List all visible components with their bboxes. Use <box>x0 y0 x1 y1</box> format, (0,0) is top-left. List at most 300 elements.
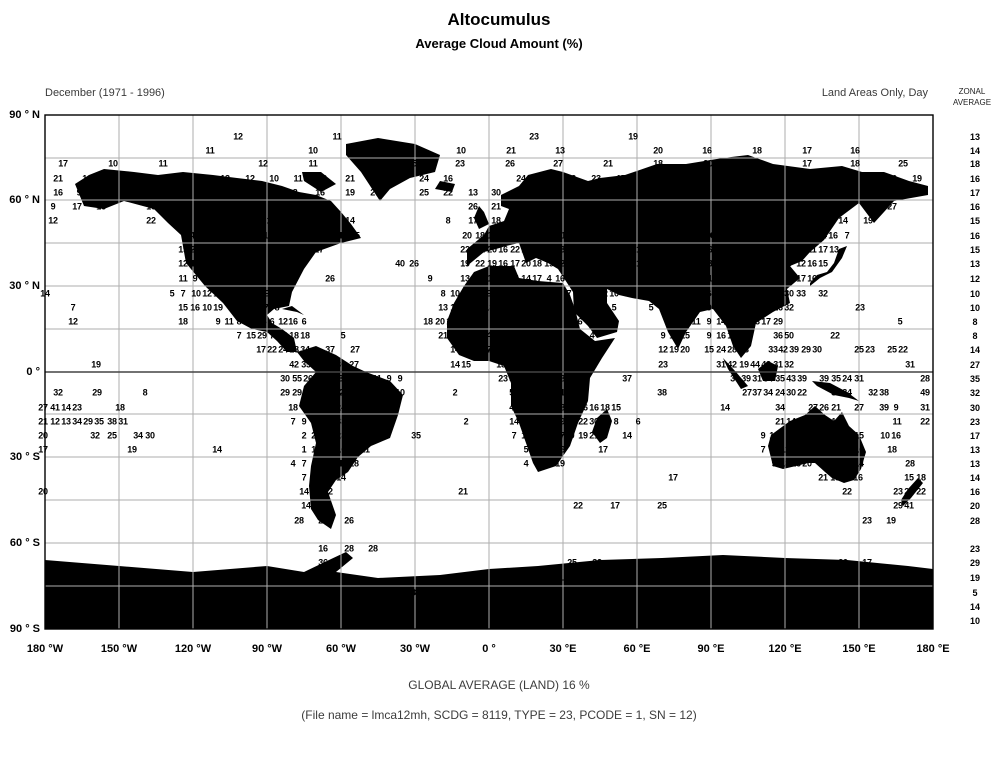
cell-value: 6 <box>640 230 646 241</box>
cell-value: 21 <box>818 472 828 483</box>
cell-value: 7 <box>693 302 699 313</box>
cell-value: 18 <box>589 244 599 255</box>
cell-value: 13 <box>671 230 681 241</box>
cell-value: 7 <box>290 416 296 427</box>
cell-value: 13 <box>238 302 248 313</box>
cell-value: 10 <box>636 244 646 255</box>
cell-value: 22 <box>578 416 588 427</box>
cell-value: 9 <box>833 430 839 441</box>
cell-value: 16 <box>602 230 612 241</box>
cell-value: 7 <box>613 273 619 284</box>
cell-value: 20 <box>680 344 690 355</box>
cell-value: 31 <box>118 416 128 427</box>
cell-value: 17 <box>739 316 749 327</box>
cell-value: 19 <box>455 572 465 583</box>
cell-value: 48 <box>521 387 531 398</box>
cell-value: 25 <box>146 187 156 198</box>
cell-value: 13 <box>220 173 230 184</box>
cell-value: 6 <box>577 316 583 327</box>
cell-value: 21 <box>458 486 468 497</box>
cell-value: 9 <box>844 444 850 455</box>
cell-value: 22 <box>510 244 520 255</box>
cell-value: 7 <box>566 302 572 313</box>
cell-value: 11 <box>496 302 506 313</box>
cell-value: 16 <box>740 201 750 212</box>
y-tick-label: 0 ° <box>26 366 40 378</box>
cell-value: 34 <box>775 402 785 413</box>
cell-value: 12 <box>842 458 852 469</box>
cell-value: 20 <box>887 173 897 184</box>
cell-value: 18 <box>850 158 860 169</box>
cell-value: 27 <box>370 187 380 198</box>
cell-value: 11 <box>892 416 902 427</box>
cell-value: 27 <box>555 430 565 441</box>
cell-value: 17 <box>322 416 332 427</box>
cell-value: 50 <box>784 330 794 341</box>
cell-value: 31 <box>170 215 180 226</box>
cell-value: 8 <box>816 215 822 226</box>
zonal-value: 29 <box>969 558 981 568</box>
cell-value: 30 <box>589 416 599 427</box>
cell-value: 17 <box>349 444 359 455</box>
cell-value: 30 <box>145 430 155 441</box>
cell-value: 22 <box>904 486 914 497</box>
cell-value: 41 <box>541 359 551 370</box>
cell-value: 6 <box>623 288 629 299</box>
cell-value: 21 <box>775 416 785 427</box>
cell-value: 12 <box>178 258 188 269</box>
cell-value: 29 <box>567 244 577 255</box>
cell-value: 14 <box>716 316 726 327</box>
cell-value: 9 <box>463 330 469 341</box>
cell-value: 21 <box>475 244 485 255</box>
cell-value: 14 <box>301 500 311 511</box>
cell-value: 11 <box>266 215 276 226</box>
cell-value: 16 <box>96 201 106 212</box>
cell-value: 5 <box>762 244 768 255</box>
zonal-value: 16 <box>969 202 981 212</box>
cell-value: 24 <box>521 230 531 241</box>
cell-value: 9 <box>301 402 307 413</box>
cell-value: 14 <box>765 201 775 212</box>
cell-value: 14 <box>311 486 321 497</box>
cell-value: 2 <box>463 416 469 427</box>
cell-value: 7 <box>301 472 307 483</box>
cell-value: 12 <box>659 230 669 241</box>
cell-value: 8 <box>613 416 619 427</box>
cell-value: 12 <box>642 215 652 226</box>
cell-value: 24 <box>516 173 526 184</box>
cell-value: 16 <box>854 444 864 455</box>
cell-value: 14 <box>727 316 737 327</box>
cell-value: 19 <box>628 131 638 142</box>
cell-value: 12 <box>769 430 779 441</box>
cell-value: 14 <box>256 258 266 269</box>
x-tick-label: 30 °W <box>399 643 431 655</box>
cell-value: 11 <box>243 187 253 198</box>
cell-value: 26 <box>202 244 212 255</box>
cell-value: 8 <box>532 288 538 299</box>
cell-value: 5 <box>169 288 175 299</box>
cell-value: 18 <box>622 258 632 269</box>
cell-value: 9 <box>236 258 242 269</box>
cell-value: 24 <box>185 230 195 241</box>
cell-value: 33 <box>351 387 361 398</box>
cell-value: 7 <box>269 330 275 341</box>
cell-value: 22 <box>544 244 554 255</box>
cell-value: 9 <box>474 288 480 299</box>
cell-value: 2 <box>589 344 595 355</box>
cell-value: 14 <box>243 230 253 241</box>
cell-value: 18 <box>349 458 359 469</box>
cell-value: 9 <box>50 201 56 212</box>
cell-value: 41 <box>50 402 60 413</box>
cell-value: 7 <box>718 244 724 255</box>
y-tick-label: 30 ° S <box>9 451 40 463</box>
cell-value: 3 <box>695 273 701 284</box>
zonal-value: 10 <box>969 289 981 299</box>
cell-value: 32 <box>868 387 878 398</box>
cell-value: 16 <box>555 444 565 455</box>
cell-value: 20 <box>360 373 370 384</box>
cell-value: 48 <box>509 402 519 413</box>
cell-value: 10 <box>253 230 263 241</box>
cell-value: 29 <box>92 387 102 398</box>
cell-value: 31 <box>920 402 930 413</box>
cell-value: 9 <box>301 416 307 427</box>
cell-value: 13 <box>667 187 677 198</box>
cell-value: 18 <box>218 215 228 226</box>
zonal-header-line1: ZONAL <box>958 87 986 96</box>
cell-value: 32 <box>818 288 828 299</box>
cell-value: 26 <box>819 402 829 413</box>
cell-value: 36 <box>318 557 328 568</box>
cell-value: 12 <box>317 173 327 184</box>
cell-value: 17 <box>38 444 48 455</box>
cell-value: 10 <box>789 173 799 184</box>
zonal-value: 23 <box>969 544 981 554</box>
cell-value: 14 <box>566 201 576 212</box>
cell-value: 4 <box>786 244 792 255</box>
cell-value: 27 <box>360 416 370 427</box>
cell-value: 11 <box>496 288 506 299</box>
cell-value: 22 <box>920 416 930 427</box>
cell-value: 21 <box>808 416 818 427</box>
cell-value: 5 <box>523 444 529 455</box>
x-tick-label: 90 °E <box>697 643 725 655</box>
cell-value: 2 <box>509 330 515 341</box>
cell-value: 15 <box>680 330 690 341</box>
cell-value: 16 <box>336 444 346 455</box>
cell-value: 18 <box>288 402 298 413</box>
cell-value: 24 <box>419 173 429 184</box>
cell-value: 19 <box>802 444 812 455</box>
cell-value: 8 <box>292 187 298 198</box>
cell-value: 20 <box>170 173 180 184</box>
cell-value: 8 <box>684 244 690 255</box>
cell-value: 14 <box>224 244 234 255</box>
cell-value: 41 <box>555 387 565 398</box>
cell-value: 34 <box>300 344 310 355</box>
cell-value: 20 <box>38 430 48 441</box>
cell-value: 9 <box>264 288 270 299</box>
cell-value: 49 <box>920 387 930 398</box>
cell-value: 15 <box>854 430 864 441</box>
cell-value: 17 <box>598 444 608 455</box>
cell-value: 15 <box>267 258 277 269</box>
cell-value: 22 <box>190 244 200 255</box>
cell-value: 16 <box>498 244 508 255</box>
cell-value: 20 <box>516 187 526 198</box>
cell-value: 7 <box>532 344 538 355</box>
cell-value: 12 <box>498 273 508 284</box>
cell-value: 10 <box>814 173 824 184</box>
cell-value: 12 <box>258 158 268 169</box>
cell-value: 23 <box>72 402 82 413</box>
x-tick-label: 30 °E <box>549 643 577 655</box>
cell-value: 7 <box>682 302 688 313</box>
cell-value: 7 <box>263 302 269 313</box>
cell-value: 12 <box>658 344 668 355</box>
cell-value: 16 <box>667 173 677 184</box>
cell-value: 35 <box>315 387 325 398</box>
cell-value: 16 <box>659 258 669 269</box>
cell-value: 7 <box>684 258 690 269</box>
cell-value: 17 <box>796 273 806 284</box>
cell-value: 21 <box>567 258 577 269</box>
x-tick-label: 120 °W <box>174 643 212 655</box>
cell-value: 21 <box>360 444 370 455</box>
cell-value: 22 <box>555 258 565 269</box>
zonal-header-line2: AVERAGE <box>952 98 992 107</box>
cell-value: 17 <box>610 500 620 511</box>
cell-value: 20 <box>802 458 812 469</box>
cell-value: 14 <box>450 344 460 355</box>
zonal-value: 30 <box>969 403 981 413</box>
cell-value: 32 <box>592 557 602 568</box>
cell-value: 18 <box>831 416 841 427</box>
cell-value: 14 <box>616 187 626 198</box>
cell-value: 7 <box>648 288 654 299</box>
cell-value: 23 <box>455 158 465 169</box>
cell-value: 32 <box>784 302 794 313</box>
cell-value: 29 <box>773 316 783 327</box>
cell-value: 37 <box>752 387 762 398</box>
cell-value: 12 <box>311 472 321 483</box>
cell-value: 12 <box>716 173 726 184</box>
cell-value: 20 <box>622 244 632 255</box>
zonal-value: 13 <box>969 445 981 455</box>
cell-value: 15 <box>213 258 223 269</box>
zonal-value: 20 <box>969 501 981 511</box>
cell-value: 12 <box>291 201 301 212</box>
cell-value: 20 <box>578 258 588 269</box>
cell-value: 22 <box>916 486 926 497</box>
cell-value: 21 <box>556 230 566 241</box>
cell-value: 13 <box>468 187 478 198</box>
cell-value: 10 <box>213 273 223 284</box>
cell-value: 1 <box>554 316 560 327</box>
cell-value: 10 <box>598 302 608 313</box>
cell-value: 33 <box>336 416 346 427</box>
cell-value: 15 <box>831 458 841 469</box>
cell-value: 18 <box>178 316 188 327</box>
cell-value: 5 <box>498 344 504 355</box>
cell-value: 10 <box>789 187 799 198</box>
cell-value: 26 <box>543 430 553 441</box>
cell-value: 23 <box>855 302 865 313</box>
cell-value: 30 <box>730 373 740 384</box>
cell-value: 28 <box>727 344 737 355</box>
cell-value: 15 <box>682 230 692 241</box>
cell-value: 4 <box>290 458 296 469</box>
zonal-value: 8 <box>972 317 978 327</box>
cell-value: 39 <box>543 416 553 427</box>
cell-value: 16 <box>315 187 325 198</box>
cell-value: 16 <box>521 244 531 255</box>
cell-value: 19 <box>886 515 896 526</box>
cell-value: 12 <box>507 359 517 370</box>
cell-value: 13 <box>648 273 658 284</box>
cell-value: 20 <box>761 288 771 299</box>
cell-value: 19 <box>91 359 101 370</box>
x-tick-label: 150 °W <box>100 643 138 655</box>
cell-value: 22 <box>642 173 652 184</box>
cell-value: 6 <box>671 302 677 313</box>
cell-value: 2 <box>543 288 549 299</box>
cell-value: 16 <box>219 187 229 198</box>
x-tick-label: 120 °E <box>768 643 802 655</box>
cell-value: 25 <box>419 187 429 198</box>
file-info-label: (File name = lmca12mh, SCDG = 8119, TYPE = 23, PCODE = 1, SN = 12) <box>301 708 697 722</box>
cell-value: 30 <box>812 344 822 355</box>
cell-value: 28 <box>344 543 354 554</box>
cell-value: 31 <box>323 402 333 413</box>
cell-value: 18 <box>289 330 299 341</box>
cell-value: 35 <box>411 430 421 441</box>
cell-value: 18 <box>423 316 433 327</box>
y-tick-label: 60 ° S <box>9 537 40 549</box>
cell-value: 9 <box>771 458 777 469</box>
cell-value: 11 <box>290 215 300 226</box>
cell-value: 11 <box>250 302 260 313</box>
cell-value: 14 <box>305 230 315 241</box>
cell-value: 29 <box>280 387 290 398</box>
cell-value: 10 <box>224 273 234 284</box>
cell-value: 11 <box>780 444 790 455</box>
cell-value: 25 <box>715 557 725 568</box>
cell-value: 26 <box>325 273 335 284</box>
cell-value: 12 <box>278 316 288 327</box>
cell-value: 16 <box>828 230 838 241</box>
cell-value: 34 <box>842 387 852 398</box>
cell-value: 2 <box>517 316 523 327</box>
cell-value: 24 <box>246 316 256 327</box>
cell-value: 1 <box>520 330 526 341</box>
cell-value: 24 <box>775 387 785 398</box>
cell-value: 19 <box>487 230 497 241</box>
cell-value: 8 <box>577 359 583 370</box>
cell-value: 34 <box>72 416 82 427</box>
cell-value: 18 <box>642 201 652 212</box>
cell-value: 19 <box>578 430 588 441</box>
cell-value: 15 <box>350 230 360 241</box>
cell-value: 26 <box>578 402 588 413</box>
cell-value: 21 <box>589 430 599 441</box>
cell-value: 11 <box>308 158 318 169</box>
cell-value: 35 <box>552 359 562 370</box>
cell-value: 11 <box>158 158 168 169</box>
zonal-value: 17 <box>969 188 981 198</box>
cell-value: 38 <box>763 557 773 568</box>
cell-value: 22 <box>267 344 277 355</box>
cell-value: 46 <box>521 373 531 384</box>
cell-value: 24 <box>842 373 852 384</box>
cell-value: 25 <box>567 557 577 568</box>
cell-value: 32 <box>90 430 100 441</box>
cell-value: 2 <box>452 387 458 398</box>
cell-value: 26 <box>468 201 478 212</box>
cell-value: 19 <box>669 344 679 355</box>
cell-value: 8 <box>440 288 446 299</box>
cell-value: 6 <box>301 316 307 327</box>
cell-value: 14 <box>336 472 346 483</box>
cell-value: 3 <box>600 316 606 327</box>
cell-value: 10 <box>552 344 562 355</box>
cell-value: 31 <box>338 373 348 384</box>
cell-value: 14 <box>290 244 300 255</box>
cell-value: 9 <box>192 273 198 284</box>
cell-value: 14 <box>854 458 864 469</box>
zonal-value: 15 <box>969 245 981 255</box>
cell-value: 14 <box>213 288 223 299</box>
cell-value: 29 <box>307 572 317 583</box>
cell-value: 16 <box>318 543 328 554</box>
cell-value: 29 <box>83 416 93 427</box>
cell-value: 8 <box>775 258 781 269</box>
cell-value: 10 <box>202 302 212 313</box>
cell-value: 6 <box>695 244 701 255</box>
cell-value: 44 <box>750 359 760 370</box>
cell-value: 9 <box>798 244 804 255</box>
cell-value: 9 <box>260 587 266 598</box>
cell-value: 7 <box>481 615 487 626</box>
cell-value: 20 <box>395 173 405 184</box>
cell-value: 53 <box>532 387 542 398</box>
cell-value: 22 <box>146 215 156 226</box>
cell-value: 5 <box>897 316 903 327</box>
cell-value: 14 <box>521 273 531 284</box>
period-label: December (1971 - 1996) <box>45 87 165 99</box>
cell-value: 29 <box>555 416 565 427</box>
cell-value: 11 <box>205 145 215 156</box>
cell-value: 11 <box>384 387 394 398</box>
cell-value: 4 <box>494 316 500 327</box>
cell-value: 26 <box>170 201 180 212</box>
cell-value: 26 <box>158 572 168 583</box>
cell-value: 19 <box>178 244 188 255</box>
cell-value: 12 <box>311 402 321 413</box>
cell-value: 16 <box>190 302 200 313</box>
cell-value: 40 <box>395 258 405 269</box>
cell-value: 48 <box>555 402 565 413</box>
cell-value: 15 <box>863 173 873 184</box>
cell-value: 9 <box>751 258 757 269</box>
cell-value: 23 <box>221 230 231 241</box>
cell-value: 10 <box>609 288 619 299</box>
cell-value: 13 <box>438 302 448 313</box>
cell-value: 33 <box>768 344 778 355</box>
